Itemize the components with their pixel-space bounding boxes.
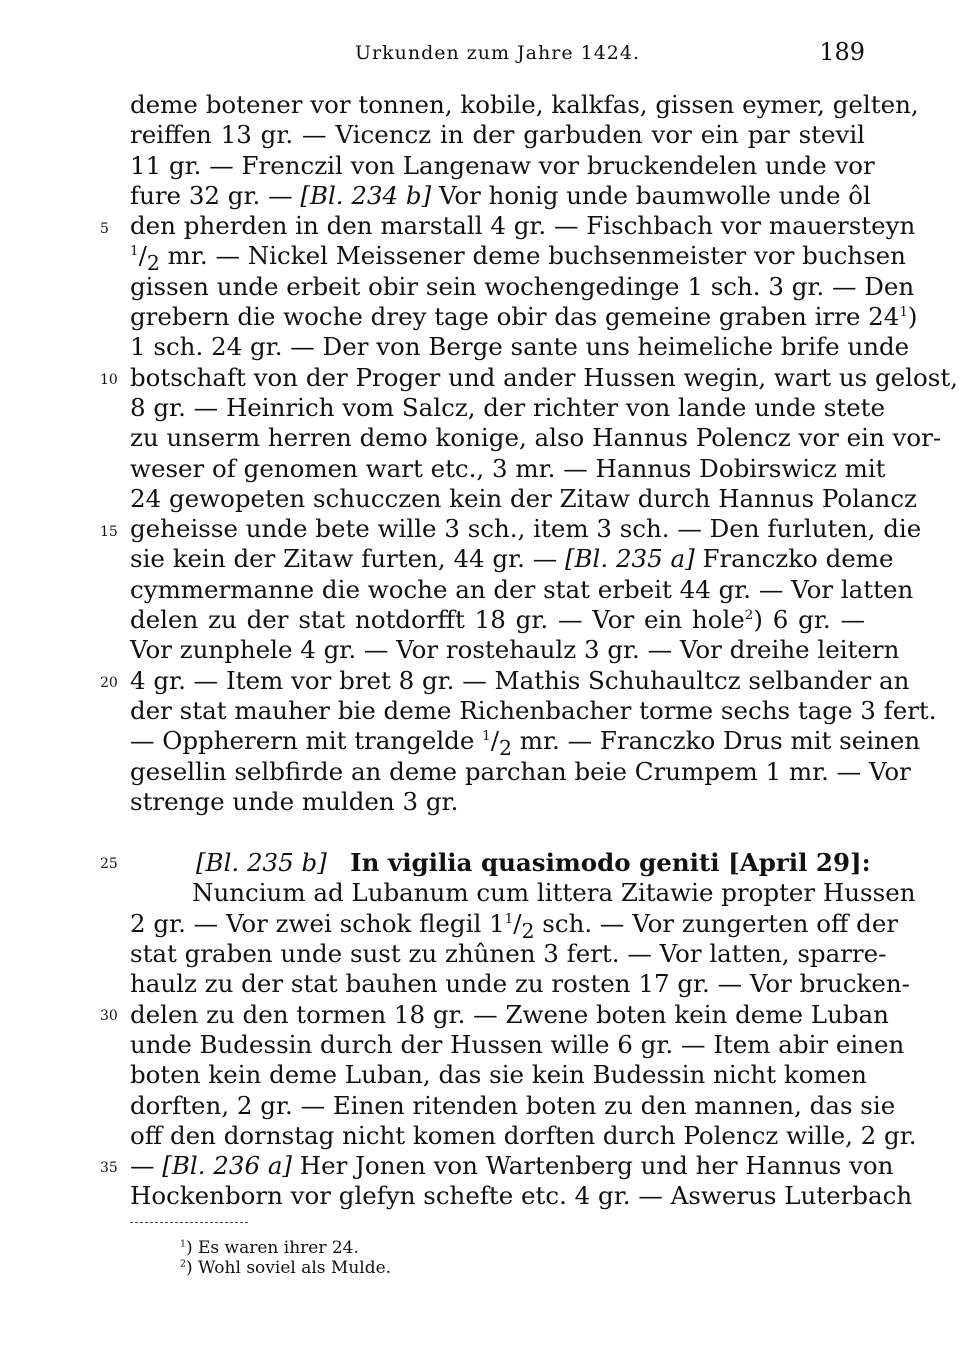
text-line: unde Budessin durch der Hussen wille 6 gr. — Item abir einen — [130, 1029, 905, 1059]
text-line: 1 sch. 24 gr. — Der von Berge sante uns heimeliche brife unde — [130, 332, 910, 362]
text-line: fure 32 gr. — [Bl. 234 b] Vor honig unde baumwolle unde ôl — [130, 180, 871, 210]
text-line: Nuncium ad Lubanum cum littera Zitawie propter Hussen — [192, 878, 916, 908]
text-line: delen zu der stat notdorfft 18 gr. — Vor ein hole$^2$) 6 gr. — — [130, 605, 865, 635]
line-number: 25 — [100, 856, 118, 872]
text-line: delen zu den tormen 18 gr. — Zwene boten kein deme Luban — [130, 999, 889, 1029]
text-line: off den dornstag nicht komen dorften durch Polencz wille, 2 gr. — [130, 1120, 917, 1150]
line-number: 15 — [100, 524, 118, 540]
line-number: 10 — [100, 372, 118, 388]
section-heading — [130, 848, 871, 878]
text-line: Hockenborn vor glefyn schefte etc. 4 gr. — Aswerus Luterbach — [130, 1181, 913, 1211]
text-line: cymmermanne die woche an der stat erbeit 44 gr. — Vor latten — [130, 574, 914, 604]
heading-title: In vigilia quasimodo geniti [April 29]: — [350, 848, 871, 878]
folio-reference: [Bl. 236 a] — [162, 1151, 292, 1181]
footnote-mark: 1 — [180, 1238, 186, 1250]
text-line: geheisse unde bete wille 3 sch., item 3 sch. — Den furluten, die — [130, 514, 922, 544]
line-number: 20 — [100, 675, 118, 691]
folio-reference: [Bl. 235 b] — [196, 848, 327, 878]
text-line: — [Bl. 236 a] Her Jonen von Wartenberg und her Hannus von — [130, 1151, 894, 1181]
text-line: Vor zunphele 4 gr. — Vor rostehaulz 3 gr. — Vor dreihe leitern — [130, 635, 900, 665]
text-line: — Oppherern mit trangelde $^1/_2$ mr. — Franczko Drus mit seinen — [130, 726, 921, 761]
fraction-numerator: 1 — [482, 728, 491, 745]
section-spacer — [130, 817, 865, 848]
text-line: botschaft von der Proger und ander Hussen wegin, wart us gelost, — [130, 362, 958, 392]
main-text — [130, 90, 958, 1212]
text-line: reiffen 13 gr. — Vicencz in der garbuden vor ein par stevil — [130, 120, 865, 150]
text-line: der stat mauher bie deme Richenbacher torme sechs tage 3 fert. — [130, 695, 937, 725]
fraction-numerator: 1 — [504, 910, 514, 927]
text-line: 2 gr. — Vor zwei schok flegil $1^1/_2$ sch. — Vor zungerten off der — [130, 908, 899, 943]
footnotes — [180, 1238, 391, 1278]
fraction-denominator: 2 — [498, 736, 512, 761]
page-header — [130, 38, 865, 68]
footnote-marker: 1 — [899, 303, 908, 320]
text-line: dorften, 2 gr. — Einen ritenden boten zu den mannen, das sie — [130, 1090, 896, 1120]
folio-reference: [Bl. 235 a] — [564, 544, 695, 574]
text-line: boten kein deme Luban, das sie kein Budessin nicht komen — [130, 1060, 867, 1090]
fraction-numerator: 1 — [130, 243, 139, 260]
footnote: $^2$) Wohl soviel als Mulde. — [180, 1258, 392, 1278]
line-number: 5 — [100, 221, 109, 237]
footnote: $^1$) Es waren ihrer 24. — [180, 1238, 359, 1258]
text-line: den pherden in den marstall 4 gr. — Fischbach vor mauersteyn — [130, 211, 916, 241]
text-line: 8 gr. — Heinrich vom Salcz, der richter von lande unde stete — [130, 392, 886, 422]
footnote-mark: 2 — [180, 1258, 186, 1270]
text-line: strenge unde mulden 3 gr. — [130, 786, 459, 816]
running-head: Urkunden zum Jahre 1424. — [354, 42, 640, 64]
text-line: haulz zu der stat bauhen unde zu rosten 17 gr. — Vor brucken- — [130, 969, 910, 999]
text-line: 24 gewopeten schucczen kein der Zitaw durch Hannus Polancz — [130, 483, 917, 513]
footnote-marker: 2 — [744, 606, 754, 623]
text-line: 11 gr. — Frenczil von Langenaw vor bruckendelen unde vor — [130, 150, 875, 180]
text-line: grebern die woche drey tage obir das gemeine graben irre $24^1$) — [130, 302, 918, 332]
text-line: weser of genomen wart etc., 3 mr. — Hannus Dobirswicz mit — [130, 453, 886, 483]
text-line: deme botener vor tonnen, kobile, kalkfas, gissen eymer, gelten, — [130, 90, 919, 119]
footnote-rule — [130, 1222, 248, 1223]
text-line: 4 gr. — Item vor bret 8 gr. — Mathis Schuhaultcz selbander an — [130, 665, 910, 695]
text-line: zu unserm herren demo konige, also Hannus Polencz vor ein vor- — [130, 423, 942, 453]
fraction-denominator: 2 — [146, 251, 160, 276]
line-number: 30 — [100, 1008, 118, 1024]
text-line: sie kein der Zitaw furten, 44 gr. — [Bl. 235 a] Franczko deme — [130, 544, 894, 574]
line-number: 35 — [100, 1160, 118, 1176]
text-line: gissen unde erbeit obir sein wochengedinge 1 sch. 3 gr. — Den — [130, 271, 915, 301]
text-line: $^1/_2$ mr. — Nickel Meissener deme buchsenmeister vor buchsen — [130, 241, 906, 276]
folio-reference: [Bl. 234 b] — [300, 180, 432, 210]
text-line: stat graben unde sust zu zhûnen 3 fert. — Vor latten, sparre- — [130, 939, 887, 969]
page-number: 189 — [819, 38, 865, 66]
text-line: gesellin selbfirde an deme parchan beie Crumpem 1 mr. — Vor — [130, 756, 911, 786]
fraction-denominator: 2 — [521, 918, 535, 943]
